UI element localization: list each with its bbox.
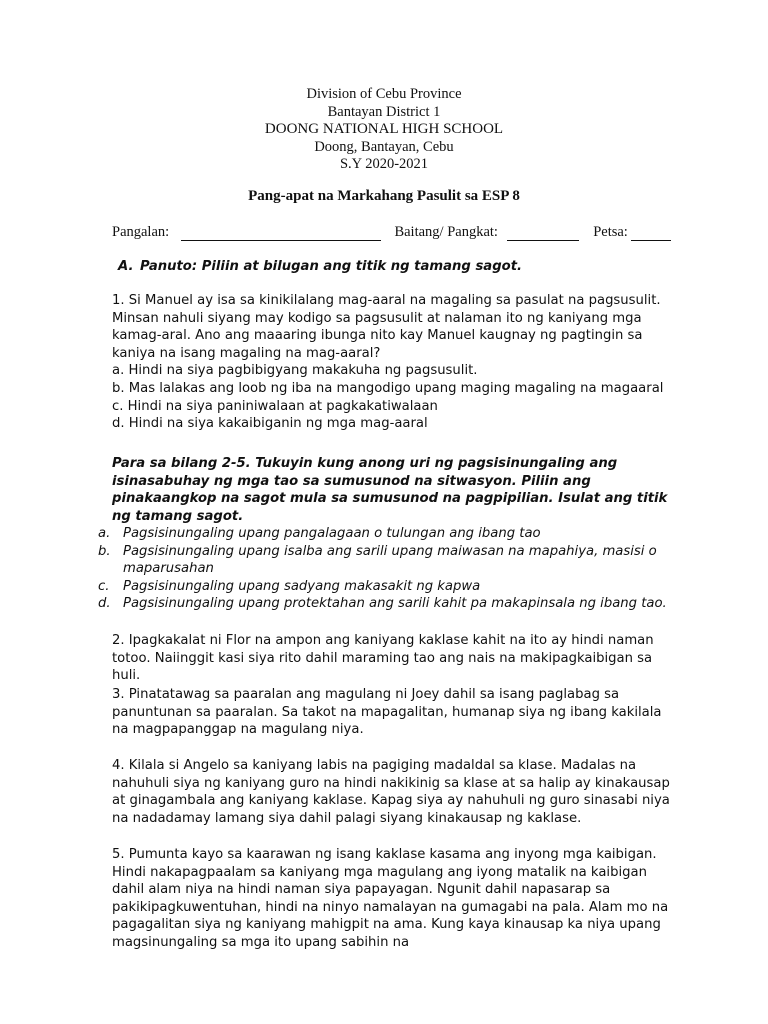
- school-name: DOONG NATIONAL HIGH SCHOOL: [264, 121, 504, 137]
- question-4: 4. Kilala si Angelo sa kaniyang labis na pagiging madaldal sa klase. Madalas na nahuhuli siya ng kaniyang guro na hindi nakikinig sa klase at sa halip ay kinakausap at ginagambala ang kaniyang kaklase. Kapag siya ay nahuhuli ng guro sinasabi niya na nadadamay lamang siya dahil palagi siyang kinakausap ng kaklase.: [112, 758, 670, 826]
- choice-a: [98, 525, 672, 543]
- question-2: 2. Ipagkakalat ni Flor na ampon ang kaniyang kaklase kahit na ito ay hindi naman totoo. Naiinggit kasi siya rito dahil maraming tao ang nais na makipagkaibigan sa huli.: [112, 633, 654, 684]
- directions-b: Para sa bilang 2-5. Tukuyin kung anong uri ng pagsisinungaling ang isinasabuhay ng mga tao sa sumusunod na sitwasyon. Piliin ang pinakaangkop na sagot mula sa sumusunod na pagpipilian. Isulat ang titik ng tamang sagot.: [112, 456, 668, 524]
- choice-c-text: Pagsisinungaling upang sadyang makasakit ng kapwa: [123, 578, 481, 594]
- district-line: Bantayan District 1: [327, 103, 441, 120]
- directions-a-text: Panuto: Piliin at bilugan ang titik ng tamang sagot.: [140, 259, 523, 274]
- grade-blank[interactable]: [507, 226, 579, 241]
- question-3: 3. Pinatatawag sa paaralan ang magulang ni Joey dahil sa isang paglabag sa panuntunan sa paaralan. Sa takot na mapagalitan, humanap siya ng ibang kakilala na magpapanggap na magulang niya.: [112, 687, 662, 738]
- question-1-option-a[interactable]: a. Hindi na siya pagbibigyang makakuha ng pagsusulit.: [112, 363, 478, 379]
- choice-d-letter: d.: [98, 596, 111, 612]
- choice-b-letter: b.: [98, 543, 111, 559]
- name-blank[interactable]: [181, 226, 381, 241]
- date-label: Petsa:: [593, 224, 628, 240]
- choice-c-letter: c.: [98, 578, 110, 594]
- choice-a-text: Pagsisinungaling upang pangalagaan o tulungan ang ibang tao: [123, 526, 541, 541]
- question-1: [112, 292, 672, 433]
- question-1-option-d[interactable]: d. Hindi na siya kakaibiganin ng mga mag-aaral: [112, 416, 428, 432]
- directions-a: [118, 258, 522, 276]
- question-1-text: 1. Si Manuel ay isa sa kinikilalang mag-aaral na magaling sa pasulat na pagsusulit. Minsan nahuli siyang may kodigo sa pagsusulit at nalaman ito ng kaniyang mga kamag-aral. Ano ang maaaring ibunga nito kay Manuel kaugnay ng pagtingin sa kaniya na isang magaling na mag-aaral?: [112, 293, 661, 361]
- directions-a-letter: A.: [118, 259, 134, 274]
- choice-d: [98, 595, 672, 613]
- student-info-fields: [112, 224, 672, 241]
- name-label: Pangalan:: [112, 224, 170, 240]
- exam-title: Pang-apat na Markahang Pasulit sa ESP 8: [248, 188, 520, 204]
- question-1-option-c[interactable]: c. Hindi na siya paniniwalaan at pagkakatiwalaan: [112, 398, 438, 414]
- question-1-option-b[interactable]: b. Mas lalakas ang loob ng iba na mangodigo upang maging magaling na magaaral: [112, 380, 664, 396]
- choice-a-letter: a.: [98, 526, 111, 541]
- division-line: Division of Cebu Province: [306, 86, 462, 102]
- choice-c: [98, 578, 672, 596]
- date-blank[interactable]: [631, 226, 671, 241]
- school-address: Doong, Bantayan, Cebu: [314, 138, 454, 155]
- choice-b-text: Pagsisinungaling upang isalba ang sarili upang maiwasan na mapahiya, masisi o maparusahan: [123, 543, 657, 577]
- school-year: S.Y 2020-2021: [339, 156, 429, 172]
- question-5: 5. Pumunta kayo sa kaarawan ng isang kaklase kasama ang inyong mga kaibigan. Hindi nakapagpaalam sa kaniyang mga magulang ang iyong matalik na kaibigan dahil alam niya na hindi naman siya papayagan. Ngunit dahil napasarap sa pakikipagkuwentuhan, hindi na ninyo namalayan na gumagabi na pala. Alam mo na pagagalitan siya ng kaniyang mahigpit na ama. Kung kaya kinausap ka niya upang magsinungaling sa mga ito upang sabihin na: [112, 847, 669, 950]
- choices-list: [98, 525, 672, 613]
- choice-d-text: Pagsisinungaling upang protektahan ang sarili kahit pa makapinsala ng ibang tao.: [123, 596, 667, 612]
- document-header: [0, 86, 768, 174]
- grade-label: Baitang/ Pangkat:: [394, 224, 498, 240]
- choice-b: [98, 543, 672, 578]
